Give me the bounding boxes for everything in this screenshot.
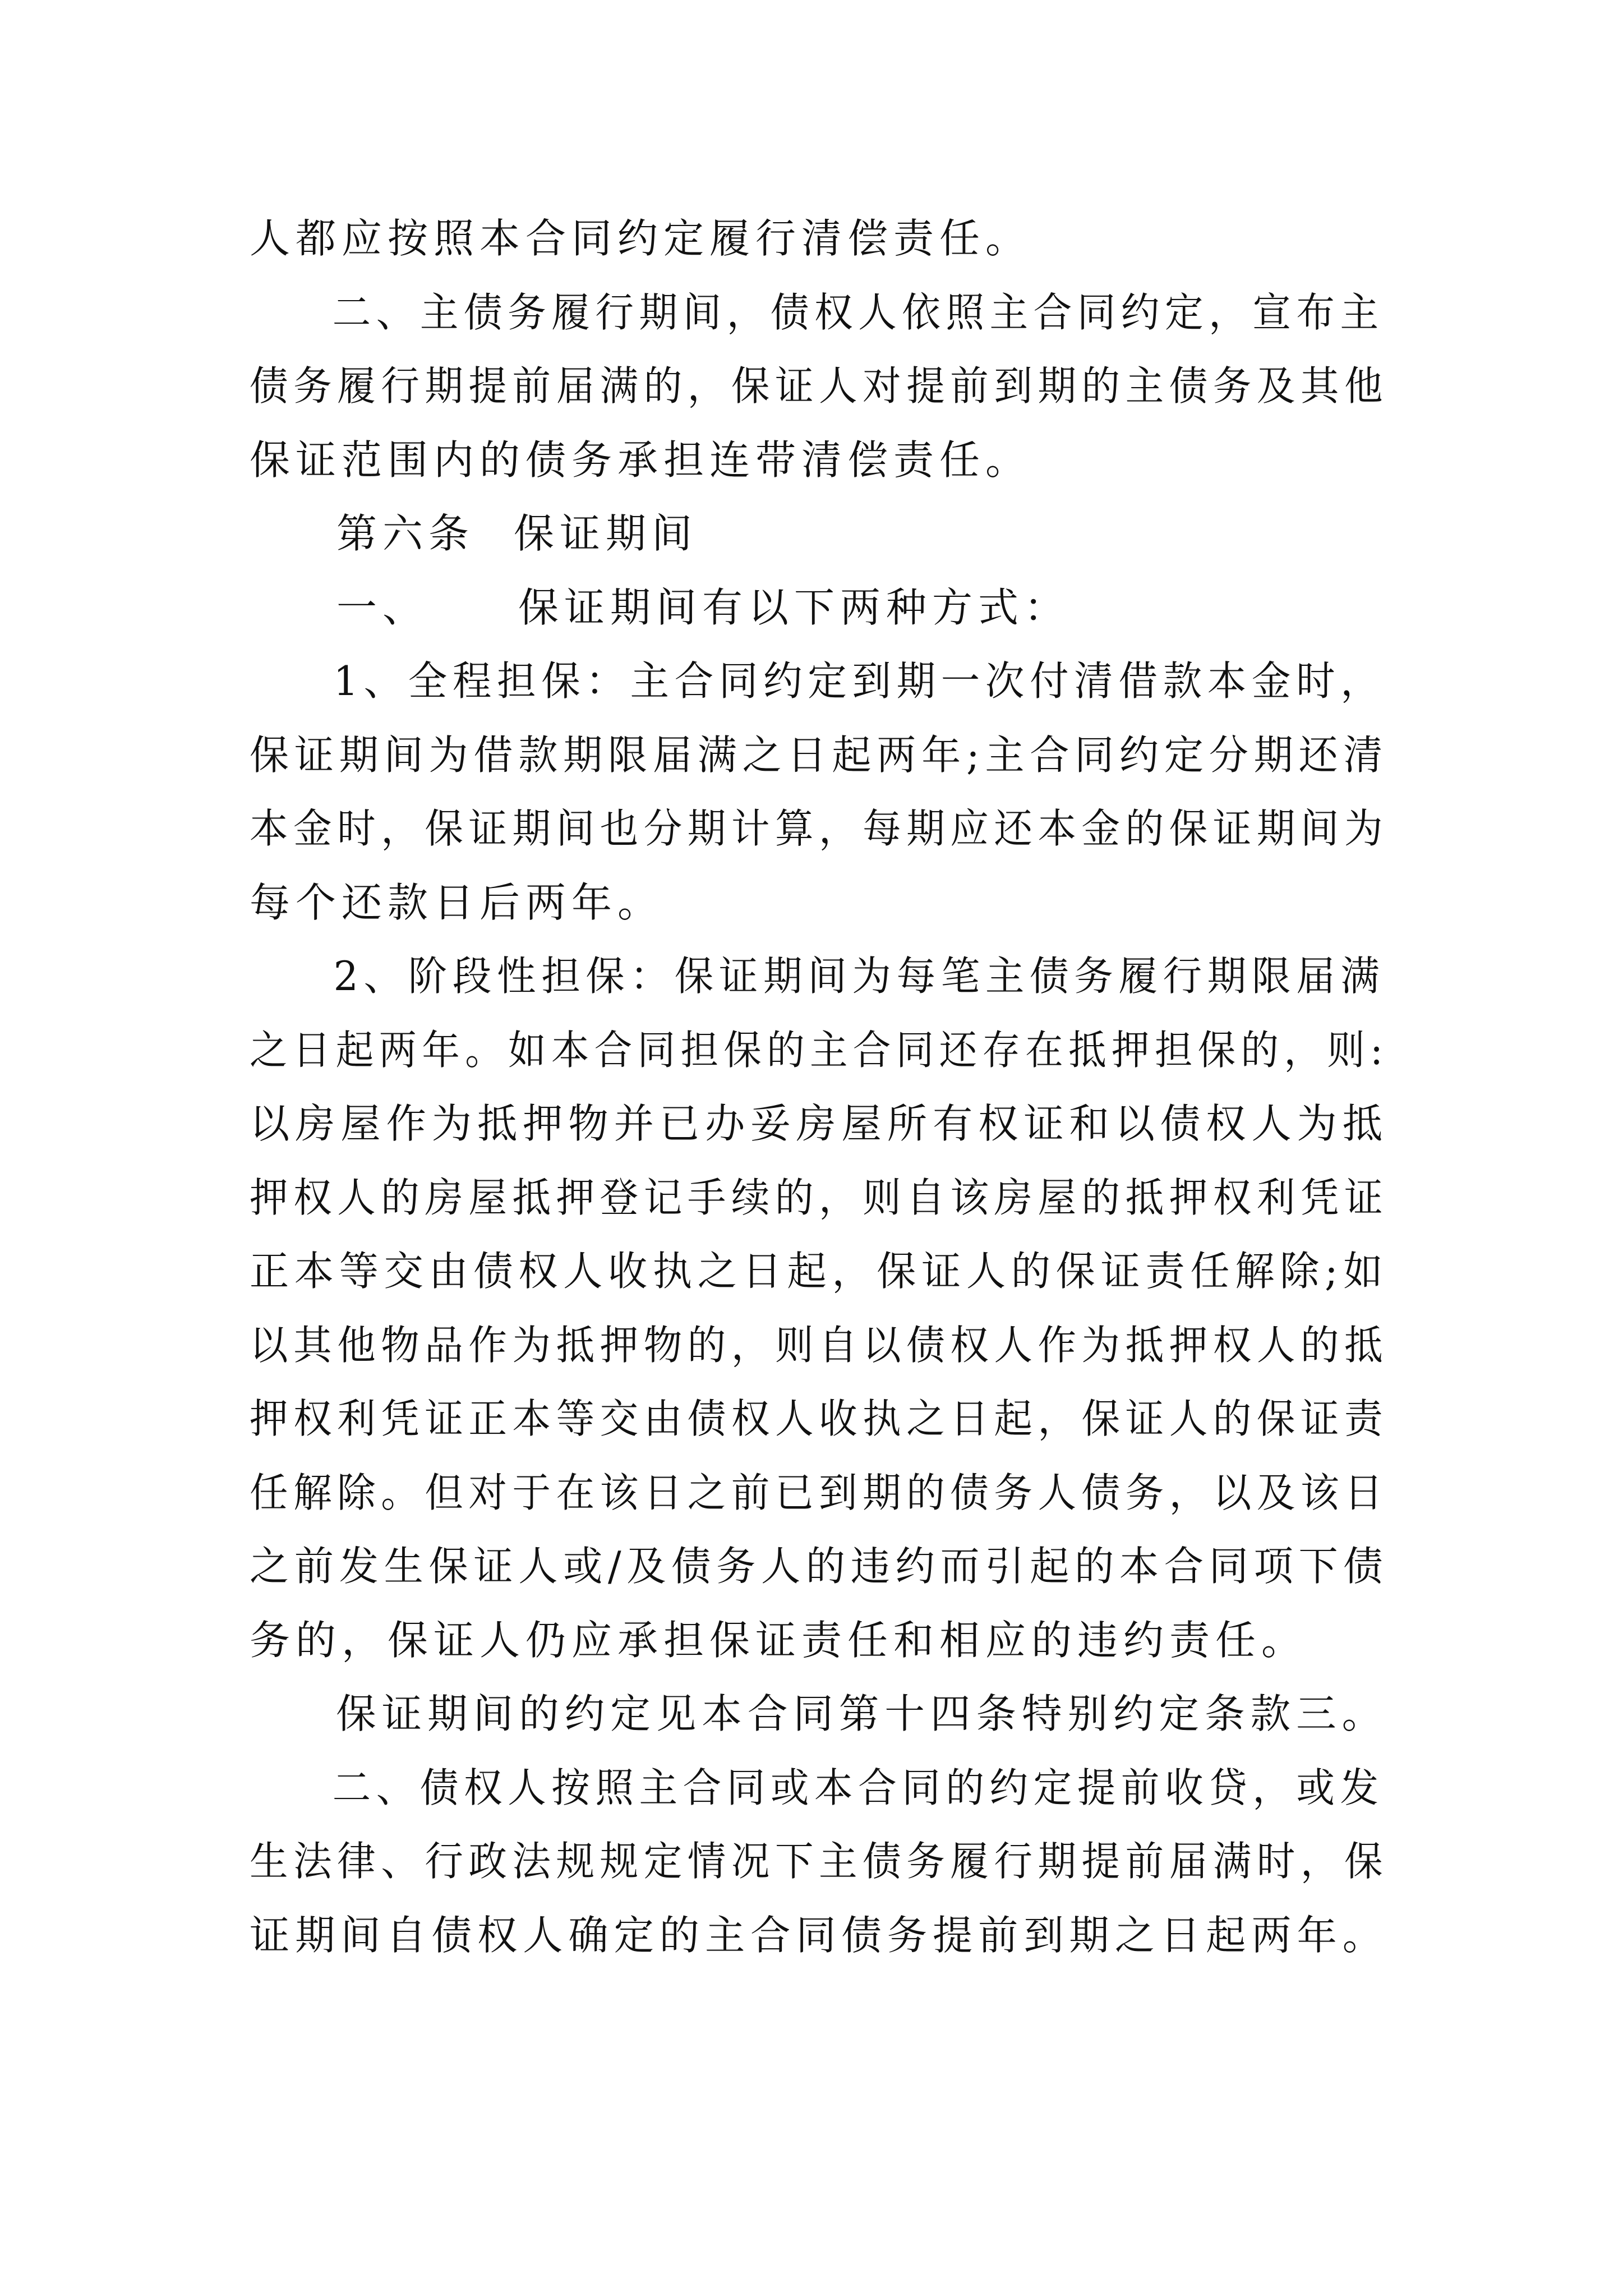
document-body bbox=[250, 202, 1388, 1972]
text-line: 保证期间的约定见本合同第十四条特别约定条款三。 bbox=[336, 1690, 1388, 1737]
text-line: 以房屋作为抵押物并已办妥房屋所有权证和以债权人为抵 bbox=[250, 1100, 1388, 1147]
section-heading-article-6 bbox=[250, 497, 1388, 571]
text-line: 证期间自债权人确定的主合同债务提前到期之日起两年。 bbox=[250, 1911, 1388, 1959]
text-line: 正本等交由债权人收执之日起，保证人的保证责任解除;如 bbox=[250, 1248, 1389, 1295]
text-line: 务的，保证人仍应承担保证责任和相应的违约责任。 bbox=[250, 1616, 1308, 1664]
text-line: 1、全程担保：主合同约定到期一次付清借款本金时， bbox=[333, 657, 1385, 705]
text-line: 押权利凭证正本等交由债权人收执之日起，保证人的保证责 bbox=[250, 1395, 1389, 1442]
text-line: 押权人的房屋抵押登记手续的，则自该房屋的抵押权利凭证 bbox=[250, 1174, 1389, 1221]
text-line: 人都应按照本合同约定履行清偿责任。 bbox=[250, 215, 1032, 262]
text-line: 每个还款日后两年。 bbox=[250, 878, 664, 926]
text-line: 2、阶段性担保：保证期间为每笔主债务履行期限届满 bbox=[333, 953, 1385, 1000]
text-line: 任解除。但对于在该日之前已到期的债务人债务，以及该日 bbox=[250, 1469, 1389, 1516]
text-line: 二、债权人按照主合同或本合同的约定提前收贷，或发 bbox=[332, 1764, 1384, 1811]
article-number: 第六条 bbox=[336, 510, 475, 557]
clause-title: 保证期间有以下两种方式： bbox=[518, 583, 1071, 631]
text-line: 之日起两年。如本合同担保的主合同还存在抵押担保的，则: bbox=[250, 1026, 1389, 1074]
text-line: 生法律、行政法规规定情况下主债务履行期提前届满时，保 bbox=[250, 1838, 1389, 1885]
clause-number: 一、 bbox=[336, 583, 429, 631]
text-line: 保证范围内的债务承担连带清偿责任。 bbox=[250, 436, 1032, 484]
text-line: 以其他物品作为抵押物的，则自以债权人作为抵押权人的抵 bbox=[250, 1321, 1389, 1369]
text-line: 二、主债务履行期间，债权人依照主合同约定，宣布主 bbox=[332, 288, 1384, 336]
text-line: 之前发生保证人或/及债务人的违约而引起的本合同项下债 bbox=[250, 1543, 1389, 1590]
text-line: 保证期间为借款期限届满之日起两年;主合同约定分期还清 bbox=[250, 731, 1389, 779]
clause-heading bbox=[250, 571, 1388, 645]
article-title: 保证期间 bbox=[514, 510, 698, 557]
text-line: 债务履行期提前届满的，保证人对提前到期的主债务及其他 bbox=[250, 362, 1389, 409]
text-line: 本金时，保证期间也分期计算，每期应还本金的保证期间为 bbox=[250, 805, 1389, 852]
